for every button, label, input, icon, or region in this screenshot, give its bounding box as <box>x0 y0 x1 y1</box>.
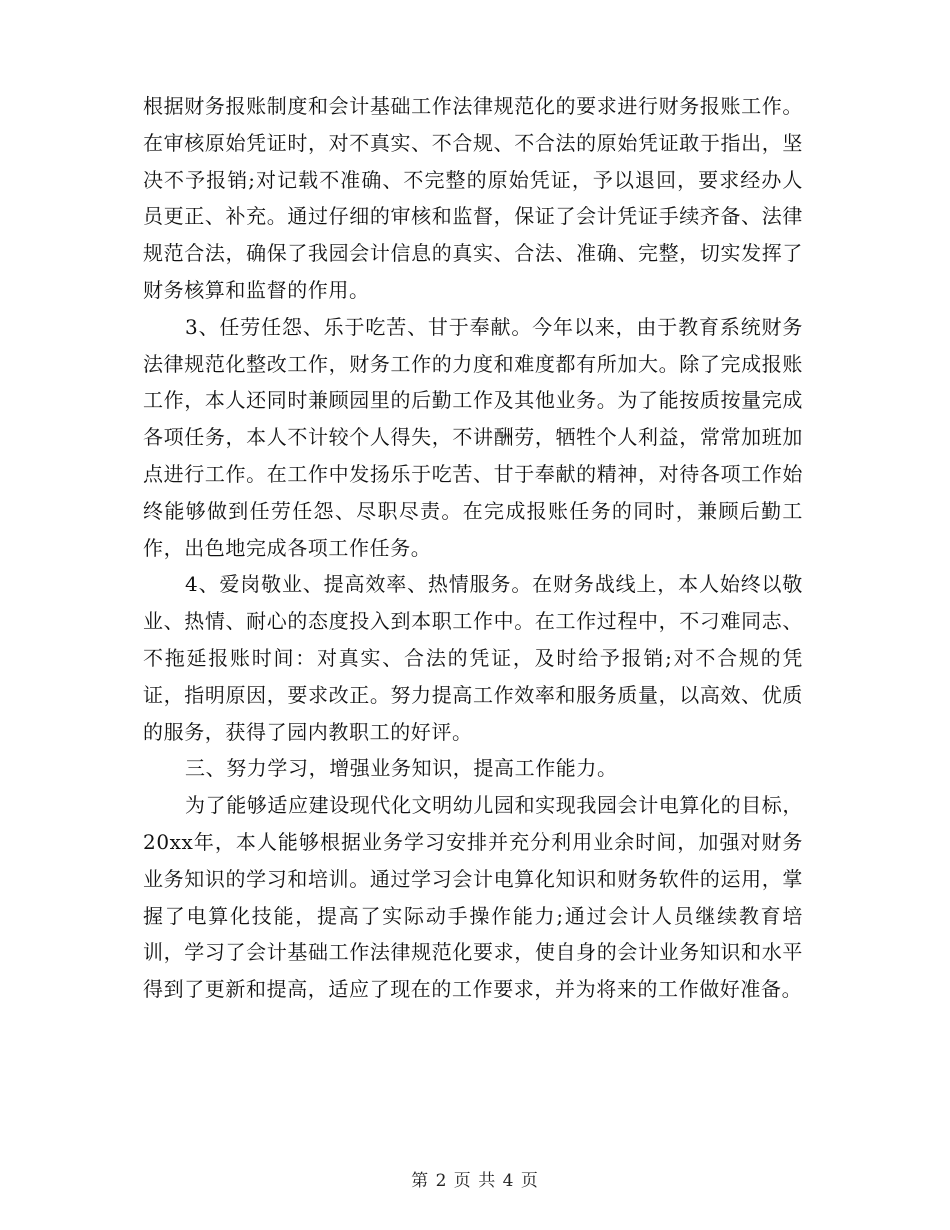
paragraph-item-4: 4、爱岗敬业、提高效率、热情服务。在财务战线上，本人始终以敬业、热情、耐心的态度投入到本职工作中。在工作过程中，不刁难同志、不拖延报账时间：对真实、合法的凭证，及时给予报销;对不合规的凭证，指明原因，要求改正。努力提高工作效率和服务质量，以高效、优质的服务，获得了园内教职工的好评。 <box>143 572 803 744</box>
section-heading-3: 三、努力学习，增强业务知识，提高工作能力。 <box>185 756 618 781</box>
document-body <box>143 88 803 1008</box>
page-number: 第 2 页 共 4 页 <box>411 1171 539 1191</box>
paragraph-study: 为了能够适应建设现代化文明幼儿园和实现我园会计电算化的目标，20xx年，本人能够根据业务学习安排并充分利用业余时间，加强对财务业务知识的学习和培训。通过学习会计电算化知识和财务软件的运用，掌握了电算化技能，提高了实际动手操作能力;通过会计人员继续教育培训，学习了会计基础工作法律规范化要求，使自身的会计业务知识和水平得到了更新和提高，适应了现在的工作要求，并为将来的工作做好准备。 <box>143 793 803 1002</box>
paragraph-continuation: 根据财务报账制度和会计基础工作法律规范化的要求进行财务报账工作。在审核原始凭证时，对不真实、不合规、不合法的原始凭证敢于指出，坚决不予报销;对记载不准确、不完整的原始凭证，予以退回，要求经办人员更正、补充。通过仔细的审核和监督，保证了会计凭证手续齐备、法律规范合法，确保了我园会计信息的真实、合法、准确、完整，切实发挥了财务核算和监督的作用。 <box>143 94 803 302</box>
paragraph-item-3: 3、任劳任怨、乐于吃苦、甘于奉献。今年以来，由于教育系统财务法律规范化整改工作，财务工作的力度和难度都有所加大。除了完成报账工作，本人还同时兼顾园里的后勤工作及其他业务。为了能按质按量完成各项任务，本人不计较个人得失，不讲酬劳，牺牲个人利益，常常加班加点进行工作。在工作中发扬乐于吃苦、甘于奉献的精神，对待各项工作始终能够做到任劳任怨、尽职尽责。在完成报账任务的同时，兼顾后勤工作，出色地完成各项工作任务。 <box>143 314 803 560</box>
